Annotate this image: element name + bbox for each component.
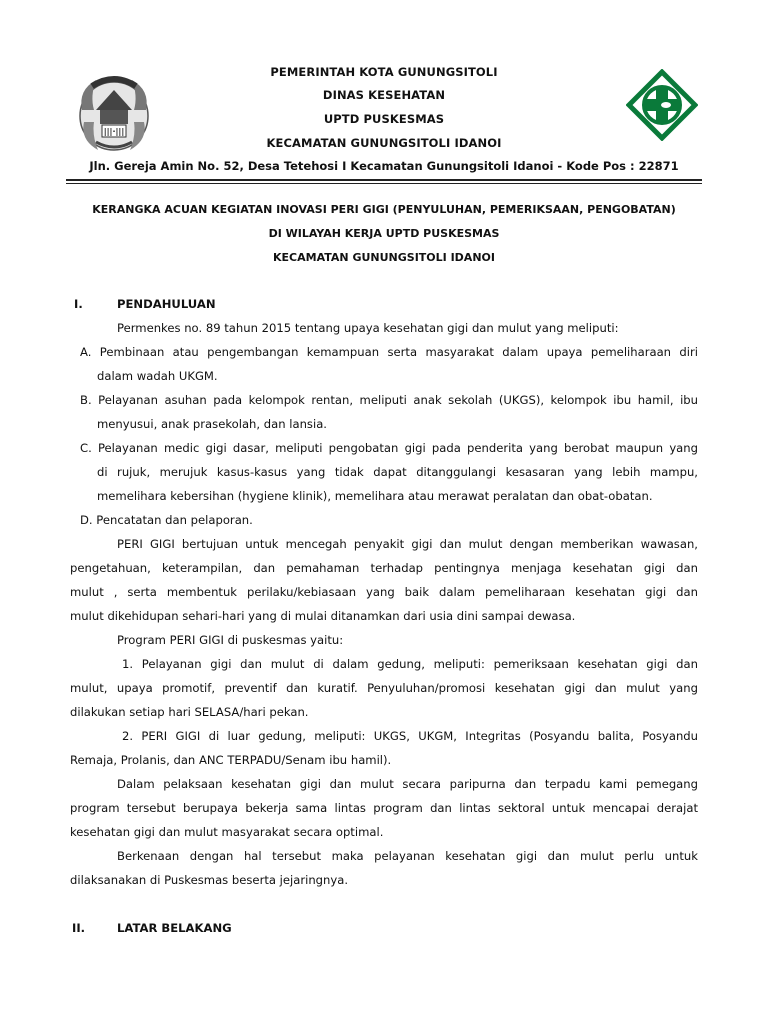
paragraph-4-line-2: dilaksanakan di Puskesmas beserta jejaringnya. (70, 873, 349, 887)
paragraph-3-line-2: program tersebut berupaya bekerja sama lintas program dan lintas sektoral untuk mencapai derajat (70, 801, 698, 815)
list-item-b-line-1: B. Pelayanan asuhan pada kelompok rentan, meliputi anak sekolah (UKGS), kelompok ibu hamil, ibu (80, 393, 698, 407)
paragraph-1-line-2: pengetahuan, keterampilan, dan pemahaman terhadap pentingnya menjaga kesehatan gigi dan (70, 561, 698, 575)
svg-text:|||·|||: |||·||| (103, 127, 125, 136)
kop-line-2: DINAS KESEHATAN (322, 88, 446, 102)
letterhead (0, 56, 768, 186)
puskesmas-cross-logo (626, 69, 698, 141)
paragraph-1-line-1: PERI GIGI bertujuan untuk mencegah penyakit gigi dan mulut dengan memberikan wawasan, (117, 537, 698, 551)
program-item-1-line-2: mulut, upaya promotif, preventif dan kuratif. Penyuluhan/promosi kesehatan gigi dan mulut yang (70, 681, 698, 695)
kop-line-4: KECAMATAN GUNUNGSITOLI IDANOI (266, 136, 502, 150)
section-2-heading: LATAR BELAKANG (117, 921, 232, 935)
paragraph-4-line-1: Berkenaan dengan hal tersebut maka pelayanan kesehatan gigi dan mulut perlu untuk (117, 849, 698, 863)
list-item-d: D. Pencatatan dan pelaporan. (80, 513, 253, 527)
city-emblem-logo (70, 70, 158, 156)
list-item-c-line-3: memelihara kebersihan (hygiene klinik), memelihara atau merawat peralatan dan obat-obatan. (97, 489, 653, 503)
document-title-line-2: DI WILAYAH KERJA UPTD PUSKESMAS (268, 227, 500, 240)
program-item-2-line-2: Remaja, Prolanis, dan ANC TERPADU/Senam ibu hamil). (70, 753, 392, 767)
document-title-line-3: KECAMATAN GUNUNGSITOLI IDANOI (273, 251, 495, 264)
kop-line-1: PEMERINTAH KOTA GUNUNGSITOLI (270, 65, 498, 79)
list-item-a-line-1: A. Pembinaan atau pengembangan kemampuan serta masyarakat dalam upaya pemeliharaan diri (80, 345, 698, 359)
kop-line-3: UPTD PUSKESMAS (323, 112, 445, 126)
list-item-b-line-2: menyusui, anak prasekolah, dan lansia. (97, 417, 327, 431)
letterhead-rule-thin (66, 183, 702, 184)
paragraph-2: Program PERI GIGI di puskesmas yaitu: (117, 633, 344, 647)
section-2-number: II. (72, 921, 86, 935)
document-title-line-1: KERANGKA ACUAN KEGIATAN INOVASI PERI GIGI (PENYULUHAN, PEMERIKSAAN, PENGOBATAN) (92, 203, 676, 216)
section-1-intro: Permenkes no. 89 tahun 2015 tentang upaya kesehatan gigi dan mulut yang meliputi: (117, 321, 619, 335)
paragraph-3-line-1: Dalam pelaksaan kesehatan gigi dan mulut secara paripurna dan terpadu kami pemegang (117, 777, 698, 791)
program-item-2-line-1: 2. PERI GIGI di luar gedung, meliputi: UKGS, UKGM, Integritas (Posyandu balita, Posyandu (122, 729, 698, 743)
paragraph-1-line-3: mulut , serta membentuk perilaku/kebiasaan yang baik dalam pemeliharaan kesehatan gigi dan (70, 585, 698, 599)
section-1-heading: PENDAHULUAN (117, 297, 216, 311)
letterhead-address: Jln. Gereja Amin No. 52, Desa Tetehosi I Kecamatan Gunungsitoli Idanoi - Kode Pos : 22871 (89, 159, 679, 173)
list-item-c-line-2: di rujuk, merujuk kasus-kasus yang tidak dapat ditanggulangi kesasaran yang lebih mampu, (97, 465, 698, 479)
list-item-c-line-1: C. Pelayanan medic gigi dasar, meliputi pengobatan gigi pada penderita yang berobat maupun yang (80, 441, 698, 455)
program-item-1-line-3: dilakukan setiap hari SELASA/hari pekan. (70, 705, 309, 719)
list-item-a-line-2: dalam wadah UKGM. (97, 369, 218, 383)
section-1-number: I. (74, 297, 83, 311)
program-item-1-line-1: 1. Pelayanan gigi dan mulut di dalam gedung, meliputi: pemeriksaan kesehatan gigi dan (122, 657, 698, 671)
paragraph-1-line-4: mulut dikehidupan sehari-hari yang di mulai ditanamkan dari usia dini sampai dewasa. (70, 609, 576, 623)
paragraph-3-line-3: kesehatan gigi dan mulut masyarakat secara optimal. (70, 825, 384, 839)
letterhead-rule-thick (66, 179, 702, 181)
